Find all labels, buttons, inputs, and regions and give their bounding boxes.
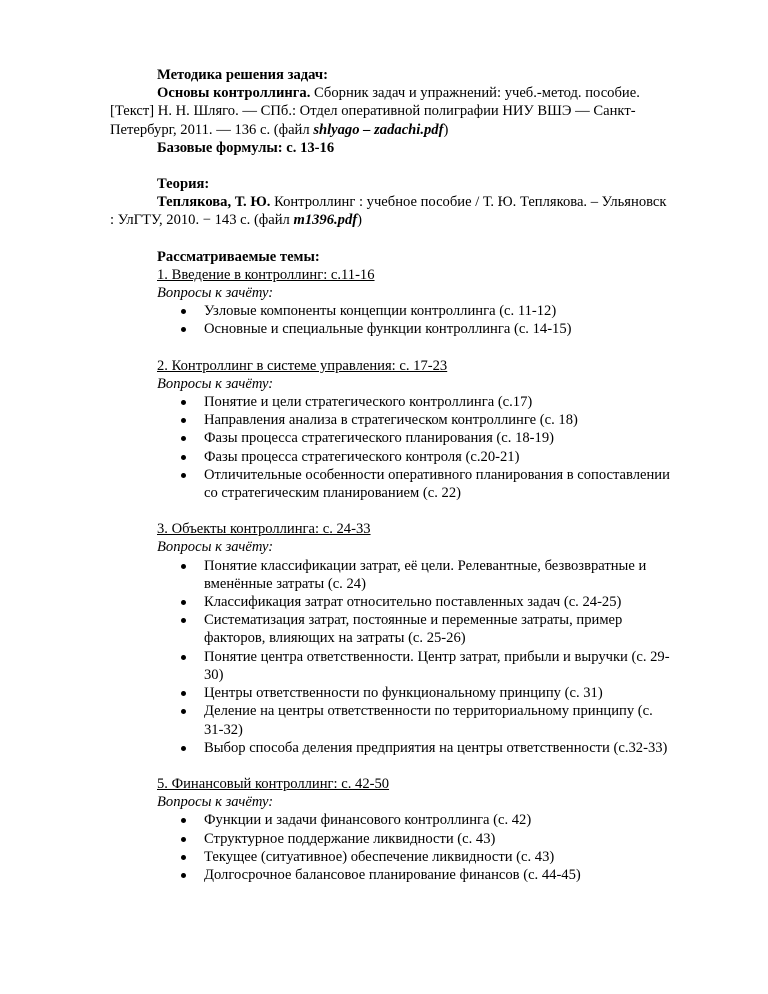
theory-file: m1396.pdf xyxy=(293,212,358,229)
section-3-questions-label: Вопросы к зачёту: xyxy=(157,539,274,556)
list-item: Долгосрочное балансовое планирование финансов (с. 44-45) xyxy=(157,866,670,884)
section-2-questions-label: Вопросы к зачёту: xyxy=(157,375,274,392)
list-item: Отличительные особенности оперативного планирования в сопоставлении со стратегическим планированием (с. 22) xyxy=(157,466,670,502)
section-5-list xyxy=(157,811,670,884)
list-item: Понятие классификации затрат, её цели. Релевантные, безвозвратные и вменённые затраты (с. 24) xyxy=(157,557,670,593)
formulas-line: Базовые формулы: с. 13-16 xyxy=(157,139,335,156)
section-1-questions-label: Вопросы к зачёту: xyxy=(157,285,274,302)
section-5-title: 5. Финансовый контроллинг: с. 42-50 xyxy=(157,775,390,792)
theory-desc: Контроллинг : учебное пособие / Т. Ю. Теплякова. – Ульяновск : УлГТУ, 2010. − 143 с. (файл xyxy=(110,194,667,229)
list-item: Выбор способа деления предприятия на центры ответственности (с.32-33) xyxy=(157,739,670,757)
section-3-title: 3. Объекты контроллинга: с. 24-33 xyxy=(157,521,371,538)
section-2-list xyxy=(157,393,670,502)
list-item: Функции и задачи финансового контроллинга (с. 42) xyxy=(157,811,670,829)
section-2-title: 2. Контроллинг в системе управления: с. 17-23 xyxy=(157,357,448,374)
method-book-file: shlyago – zadachi.pdf xyxy=(313,121,444,138)
list-item: Систематизация затрат, постоянные и переменные затраты, пример факторов, влияющих на затраты (с. 25-26) xyxy=(157,611,670,647)
section-3-list xyxy=(157,557,670,757)
section-5-questions-label: Вопросы к зачёту: xyxy=(157,794,274,811)
list-item: Узловые компоненты концепции контроллинга (с. 11-12) xyxy=(157,302,670,320)
method-reference: Основы контроллинга. Сборник задач и упражнений: учеб.-метод. пособие. [Текст] Н. Н. Шляго. — СПб.: Отдел оперативной полиграфии НИУ ВШЭ — Санкт-Петербург, 2011. — 136 с. (файл shlyago – zadachi.pdf) xyxy=(110,85,640,138)
section-1-title: 1. Введение в контроллинг: с.11-16 xyxy=(157,266,375,283)
list-item: Центры ответственности по функциональному принципу (с. 31) xyxy=(157,684,670,702)
list-item: Понятие и цели стратегического контроллинга (с.17) xyxy=(157,393,670,411)
list-item: Основные и специальные функции контроллинга (с. 14-15) xyxy=(157,320,670,338)
method-book-desc: Сборник задач и упражнений: учеб.-метод. пособие. [Текст] Н. Н. Шляго. — СПб.: Отдел оперативной полиграфии НИУ ВШЭ — Санкт-Петербург, 2011. — 136 с. (файл xyxy=(110,85,640,138)
list-item: Направления анализа в стратегическом контроллинге (с. 18) xyxy=(157,411,670,429)
document-page xyxy=(110,66,670,884)
list-item: Фазы процесса стратегического планирования (с. 18-19) xyxy=(157,429,670,447)
theory-heading: Теория: xyxy=(157,176,210,193)
method-heading: Методика решения задач: xyxy=(157,67,328,83)
section-1-list xyxy=(157,302,670,338)
list-item: Структурное поддержание ликвидности (с. 43) xyxy=(157,830,670,848)
list-item: Понятие центра ответственности. Центр затрат, прибыли и выручки (с. 29-30) xyxy=(157,648,670,684)
list-item: Текущее (ситуативное) обеспечение ликвидности (с. 43) xyxy=(157,848,670,866)
list-item: Фазы процесса стратегического контроля (с.20-21) xyxy=(157,448,670,466)
topics-heading: Рассматриваемые темы: xyxy=(157,248,320,265)
list-item: Деление на центры ответственности по территориальному принципу (с. 31-32) xyxy=(157,702,670,738)
list-item: Классификация затрат относительно поставленных задач (с. 24-25) xyxy=(157,593,670,611)
theory-reference: Теплякова, Т. Ю. Контроллинг : учебное пособие / Т. Ю. Теплякова. – Ульяновск : УлГТУ, 2010. − 143 с. (файл m1396.pdf) xyxy=(110,194,667,229)
method-book-title: Основы контроллинга. xyxy=(157,85,311,102)
theory-author: Теплякова, Т. Ю. xyxy=(157,194,271,211)
